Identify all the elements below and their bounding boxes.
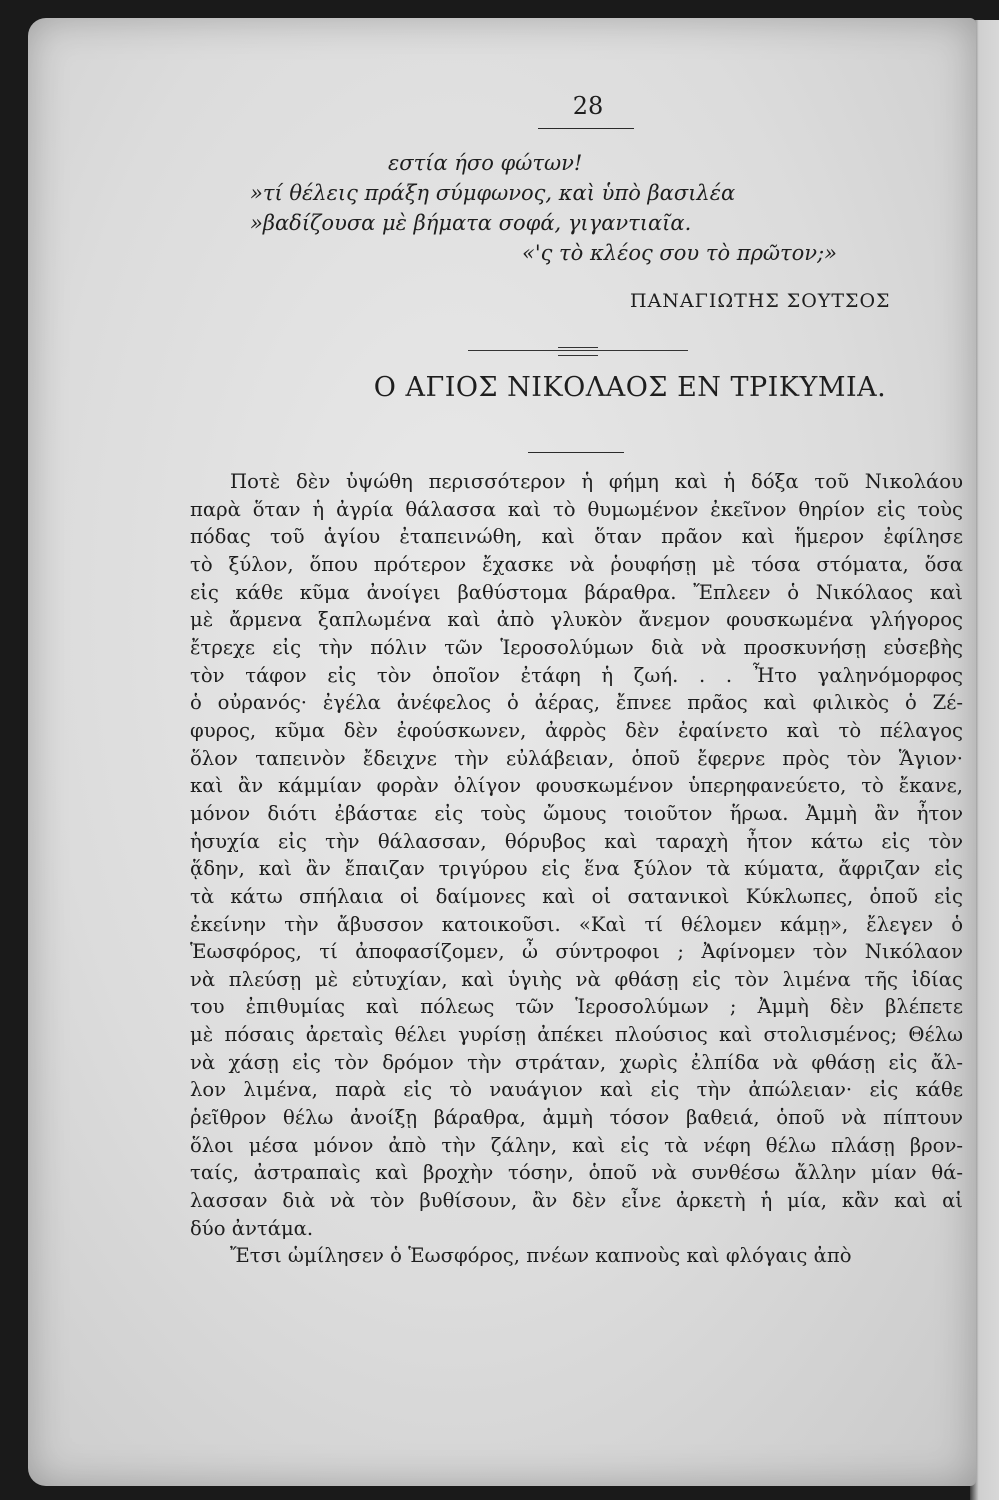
poem-line: «'ς τὸ κλέος σου τὸ πρῶτον;»: [522, 241, 837, 265]
body-line: ὅλοι μέσα μόνον ἀπὸ τὴν ζάλην, καὶ εἰς τὰ νέφη θέλω πλάσῃ βρον-: [190, 1133, 963, 1157]
body-line: ἡσυχία εἰς τὴν θάλασσαν, θόρυβος καὶ ταραχὴ ἦτον κάτω εἰς τὸν: [190, 829, 963, 853]
body-line: φυρος, κῦμα δὲν ἐφούσκωνεν, ἀφρὸς δὲν ἐφαίνετο καὶ τὸ πέλαγος: [190, 718, 963, 742]
body-line: του ἐπιθυμίας καὶ πόλεως τῶν Ἱεροσολύμων ; Ἀμμὴ δὲν βλέπετε: [190, 995, 963, 1019]
body-line: νὰ χάσῃ εἰς τὸν δρόμον τὴν στράταν, χωρὶς ἐλπίδα νὰ φθάσῃ εἰς ἄλ-: [190, 1050, 963, 1074]
body-line: ἐκείνην τὴν ἄβυσσον κατοικοῦσι. «Καὶ τί θέλομεν κάμῃ», ἔλεγεν ὁ: [190, 912, 963, 936]
body-line: Ποτὲ δὲν ὑψώθη περισσότερον ἡ φήμη καὶ ἡ δόξα τοῦ Νικολάου: [230, 470, 963, 493]
poem-author: ΠΑΝΑΓΙΩΤΗΣ ΣΟΥΤΣΟΣ: [630, 290, 891, 312]
body-line: λον λιμένα, παρὰ εἰς τὸ ναυάγιον καὶ εἰς τὴν ἀπώλειαν· εἰς κάθε: [190, 1078, 963, 1102]
body-line: δύο ἀντάμα.: [190, 1216, 314, 1240]
article-title: Ο ΑΓΙΟΣ ΝΙΚΟΛΑΟΣ ΕΝ ΤΡΙΚΥΜΙΑ.: [373, 372, 887, 403]
body-line: μὲ ἄρμενα ξαπλωμένα καὶ ἀπὸ γλυκὸν ἄνεμον φουσκωμένα γλήγορος: [190, 608, 963, 632]
body-line: Ἔτσι ὡμίλησεν ὁ Ἑωσφόρος, πνέων καπνοὺς καὶ φλόγαις ἀπὸ: [230, 1244, 852, 1268]
article-body: [190, 468, 963, 1270]
body-line: καὶ ἂν κάμμίαν φορὰν ὀλίγον φουσκωμένον ὑπερηφανεύετο, τὸ ἔκανε,: [190, 774, 963, 798]
body-line: λασσαν διὰ νὰ τὸν βυθίσουν, ἂν δὲν εἶνε ἀρκετὴ ἡ μία, κἂν καὶ αἱ: [190, 1189, 963, 1213]
body-line: τὸν τάφον εἰς τὸν ὁποῖον ἐτάφη ἡ ζωή. . . Ἦτο γαληνόμορφος: [190, 663, 963, 687]
body-line: ἔτρεχε εἰς τὴν πόλιν τῶν Ἱεροσολύμων διὰ νὰ προσκυνήσῃ εὐσεβὴς: [190, 635, 963, 659]
body-line: ῥεῖθρον θέλω ἀνοίξῃ βάραθρα, ἀμμὴ τόσον βαθειά, ὁποῦ νὰ πίπτουν: [190, 1106, 963, 1130]
body-line: τὰ κάτω σπήλαια οἱ δαίμονες καὶ οἱ σατανικοὶ Κύκλωπες, ὁποῦ εἰς: [190, 884, 963, 908]
body-line: εἰς κάθε κῦμα ἀνοίγει βαθύστομα βάραθρα. Ἔπλεεν ὁ Νικόλαος καὶ: [190, 580, 963, 604]
poem-line: εστία ήσο φώτων!: [388, 151, 583, 175]
body-line: μόνον διότι ἐβάσταε εἰς τοὺς ὤμους τοιοῦτον ἥρωα. Ἀμμὴ ἂν ἦτον: [190, 801, 963, 825]
body-line: νὰ πλεύσῃ μὲ εὐτυχίαν, καὶ ὑγιὴς νὰ φθάσῃ εἰς τὸν λιμένα τῆς ἰδίας: [190, 967, 963, 991]
body-line: ὁ οὐρανός· ἐγέλα ἀνέφελος ὁ ἀέρας, ἔπνεε πρᾶος καὶ φιλικὸς ὁ Ζέ-: [190, 691, 963, 715]
section-divider: [468, 344, 688, 358]
body-line: πόδας τοῦ ἁγίου ἐταπεινώθη, καὶ ὅταν πρᾶον καὶ ἥμερον ἐφίλησε: [190, 525, 963, 549]
page-number-rule: [538, 128, 634, 129]
body-line: μὲ πόσαις ἀρεταὶς θέλει γυρίσῃ ἀπέκει πλούσιος καὶ στολισμένος; Θέλω: [190, 1023, 963, 1047]
poem-excerpt: [230, 148, 970, 268]
body-line: ταίς, ἀστραπαὶς καὶ βροχὴν τόσην, ὁποῦ νὰ συνθέσω ἄλλην μίαν θά-: [190, 1161, 963, 1185]
poem-line: »βαδίζουσα μὲ βήματα σοφά, γιγαντιαῖα.: [250, 211, 692, 235]
body-line: Ἑωσφόρος, τί ἀποφασίζομεν, ὦ σύντροφοι ; Ἀφίνομεν τὸν Νικόλαον: [190, 940, 963, 964]
body-line: ὅλον ταπεινὸν ἔδειχνε τὴν εὐλάβειαν, ὁποῦ ἔφερνε πρὸς τὸν Ἅγιον·: [190, 746, 963, 770]
page-number: 28: [572, 92, 604, 120]
body-line: ᾅδην, καὶ ἂν ἔπαιζαν τριγύρου εἰς ἕνα ξύλον τὰ κύματα, ἄφριζαν εἰς: [190, 857, 963, 881]
body-line: τὸ ξύλον, ὅπου πρότερον ἔχασκε νὰ ῥουφήσῃ μὲ τόσα στόματα, ὅσα: [190, 552, 963, 576]
title-rule: [528, 452, 624, 453]
poem-line: »τί θέλεις πράξη σύμφωνος, καὶ ὑπὸ βασιλέα: [250, 181, 736, 205]
body-line: παρὰ ὅταν ἡ ἀγρία θάλασσα καὶ τὸ θυμωμένον ἐκεῖνον θηρίον εἰς τοὺς: [190, 497, 963, 521]
